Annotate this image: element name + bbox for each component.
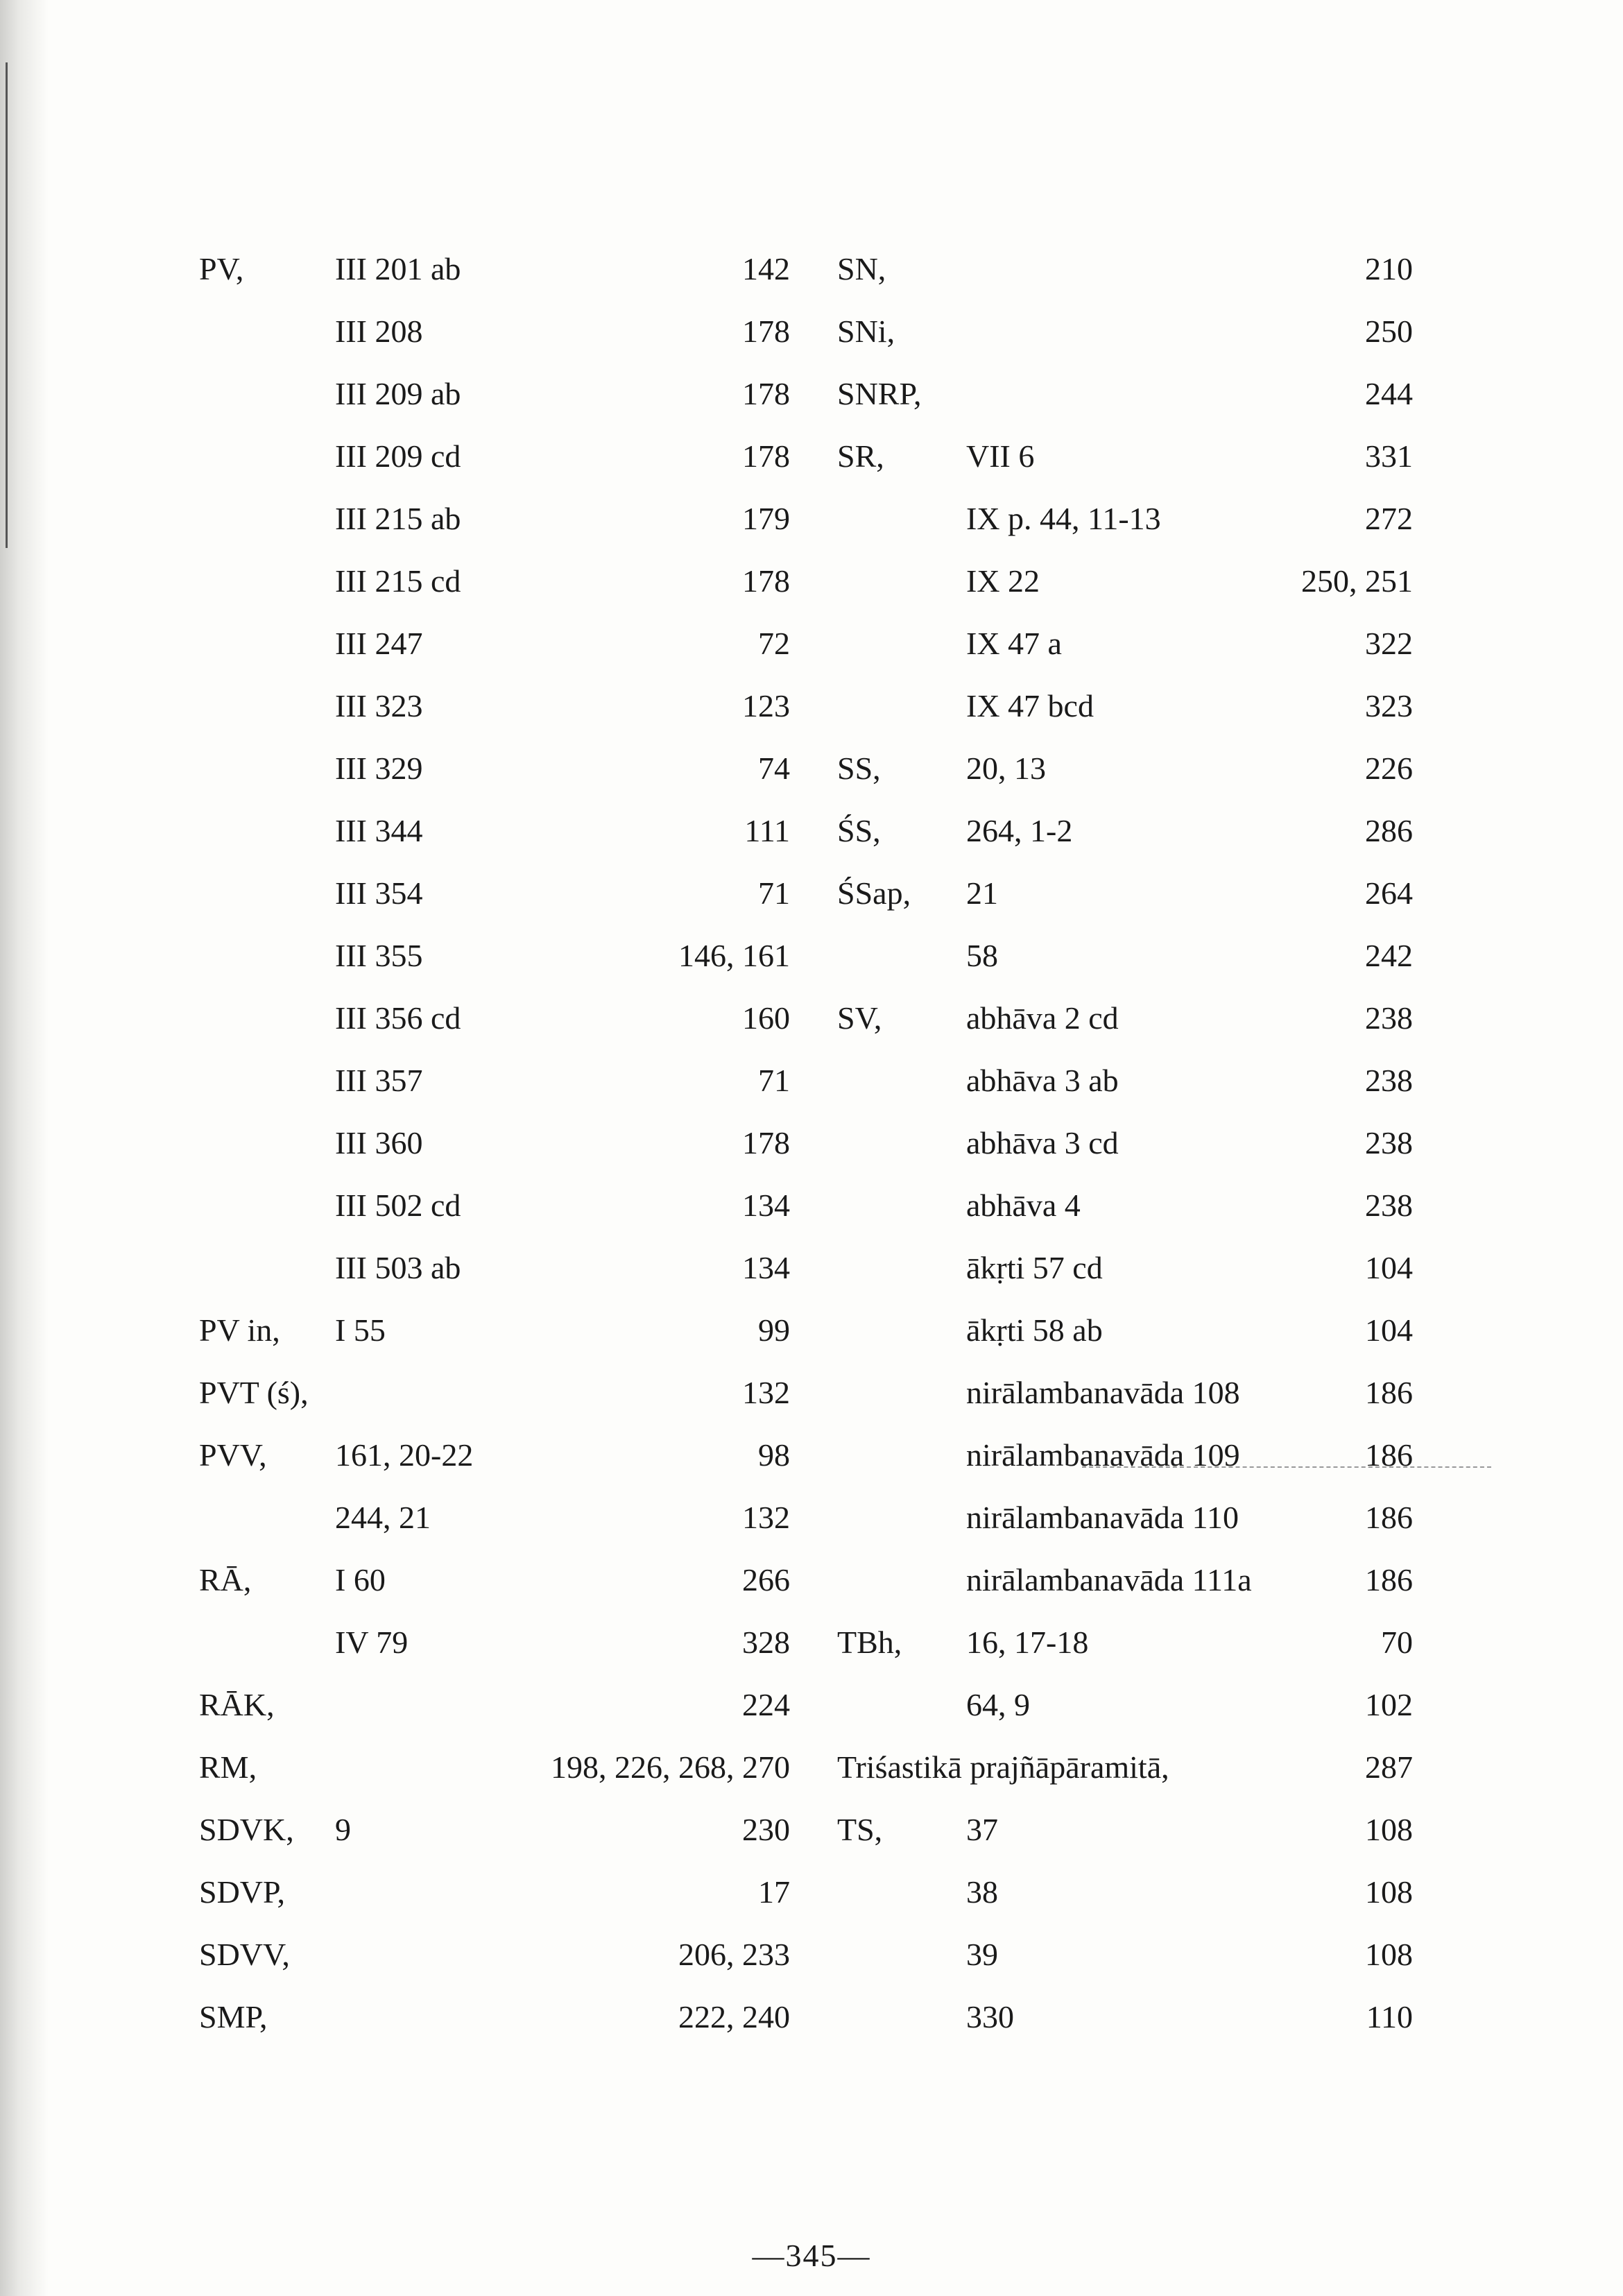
- index-entry: [199, 1247, 790, 1310]
- entry-pages: 111: [744, 813, 790, 848]
- entry-pages: 206, 233: [678, 1937, 790, 1972]
- entry-pages: 178: [742, 1125, 790, 1160]
- index-entry: [837, 1060, 1413, 1122]
- entry-abbreviation: PVT (ś),: [199, 1375, 309, 1410]
- entry-pages: 264: [1365, 875, 1413, 911]
- entry-reference: III 247: [335, 626, 423, 661]
- entry-pages: 328: [742, 1625, 790, 1660]
- entry-reference: III 355: [335, 938, 423, 973]
- entry-reference: IX 47 bcd: [966, 688, 1094, 723]
- index-entry: [837, 685, 1413, 748]
- index-entry: [837, 248, 1413, 311]
- index-entry: [199, 1871, 790, 1934]
- index-entry: [837, 1809, 1413, 1871]
- entry-pages: 210: [1365, 251, 1413, 286]
- index-entry: [837, 498, 1413, 560]
- entry-abbreviation: SDVV,: [199, 1937, 290, 1972]
- index-entry: [837, 1996, 1413, 2059]
- entry-abbreviation: PVV,: [199, 1437, 267, 1473]
- entry-pages: 104: [1365, 1312, 1413, 1348]
- index-entry: [199, 935, 790, 997]
- entry-reference: III 208: [335, 314, 423, 349]
- entry-pages: 108: [1365, 1937, 1413, 1972]
- entry-reference: III 356 cd: [335, 1000, 461, 1036]
- index-entry: [199, 1310, 790, 1372]
- entry-pages: 70: [1381, 1625, 1413, 1660]
- index-entry: [837, 935, 1413, 997]
- index-entry: [837, 373, 1413, 436]
- entry-pages: 287: [1365, 1749, 1413, 1785]
- entry-abbreviation: SDVP,: [199, 1874, 286, 1910]
- entry-pages: 17: [758, 1874, 790, 1910]
- entry-abbreviation: SNRP,: [837, 376, 922, 411]
- entry-abbreviation: ŚSap,: [837, 875, 911, 911]
- entry-abbreviation: RĀK,: [199, 1687, 275, 1722]
- entry-pages: 178: [742, 563, 790, 599]
- entry-reference: III 209 cd: [335, 438, 461, 474]
- index-entry: [199, 810, 790, 873]
- entry-pages: 160: [742, 1000, 790, 1036]
- entry-reference: nirālambanavāda 109: [966, 1437, 1240, 1473]
- entry-pages: 331: [1365, 438, 1413, 474]
- entry-reference: 161, 20-22: [335, 1437, 474, 1473]
- entry-pages: 222, 240: [678, 1999, 790, 2034]
- entry-abbreviation: SMP,: [199, 1999, 268, 2034]
- index-entry: [199, 1934, 790, 1996]
- entry-pages: 134: [742, 1250, 790, 1285]
- entry-pages: 108: [1365, 1812, 1413, 1847]
- entry-pages: 108: [1365, 1874, 1413, 1910]
- entry-pages: 132: [742, 1500, 790, 1535]
- entry-reference: III 360: [335, 1125, 423, 1160]
- index-entry: [837, 1372, 1413, 1434]
- index-entry: [837, 873, 1413, 935]
- index-entry: [199, 311, 790, 373]
- index-entry: [199, 997, 790, 1060]
- entry-reference: nirālambanavāda 111a: [966, 1562, 1252, 1597]
- entry-pages: 250, 251: [1301, 563, 1413, 599]
- entry-reference: abhāva 4: [966, 1188, 1081, 1223]
- index-entry: [837, 997, 1413, 1060]
- entry-pages: 238: [1365, 1188, 1413, 1223]
- index-entry: [199, 873, 790, 935]
- entry-reference: III 209 ab: [335, 376, 461, 411]
- index-entry: [199, 685, 790, 748]
- entry-abbreviation: SDVK,: [199, 1812, 294, 1847]
- entry-abbreviation: PV in,: [199, 1312, 280, 1348]
- index-entry: [837, 1497, 1413, 1559]
- entry-reference: VII 6: [966, 438, 1035, 474]
- entry-reference: nirālambanavāda 108: [966, 1375, 1240, 1410]
- entry-abbreviation: SR,: [837, 438, 884, 474]
- entry-pages: 186: [1365, 1375, 1413, 1410]
- index-entry: [199, 498, 790, 560]
- entry-pages: 230: [742, 1812, 790, 1847]
- entry-pages: 238: [1365, 1125, 1413, 1160]
- index-entry: [199, 1122, 790, 1185]
- index-entry: [837, 1434, 1413, 1497]
- entry-pages: 74: [758, 751, 790, 786]
- left-index-column: [199, 248, 790, 2059]
- entry-abbreviation: Triśastikā prajñāpāramitā,: [837, 1749, 1169, 1785]
- index-entry: [837, 1185, 1413, 1247]
- entry-reference: 38: [966, 1874, 998, 1910]
- entry-reference: 21: [966, 875, 998, 911]
- entry-reference: 330: [966, 1999, 1014, 2034]
- entry-pages: 238: [1365, 1000, 1413, 1036]
- index-entry: [837, 1247, 1413, 1310]
- entry-reference: I 55: [335, 1312, 386, 1348]
- entry-pages: 99: [758, 1312, 790, 1348]
- entry-pages: 132: [742, 1375, 790, 1410]
- entry-pages: 244: [1365, 376, 1413, 411]
- index-entry: [837, 1934, 1413, 1996]
- index-entry: [199, 1684, 790, 1747]
- index-entry: [199, 1559, 790, 1622]
- entry-abbreviation: PV,: [199, 251, 244, 286]
- entry-pages: 266: [742, 1562, 790, 1597]
- index-entry: [199, 1372, 790, 1434]
- entry-pages: 178: [742, 438, 790, 474]
- entry-pages: 179: [742, 501, 790, 536]
- entry-reference: nirālambanavāda 110: [966, 1500, 1239, 1535]
- index-entry: [199, 1434, 790, 1497]
- entry-pages: 98: [758, 1437, 790, 1473]
- index-entry: [837, 1122, 1413, 1185]
- entry-abbreviation: SS,: [837, 751, 881, 786]
- index-entry: [837, 748, 1413, 810]
- entry-pages: 72: [758, 626, 790, 661]
- entry-reference: ākṛti 58 ab: [966, 1312, 1103, 1348]
- entry-pages: 198, 226, 268, 270: [551, 1749, 790, 1785]
- index-entry: [199, 1060, 790, 1122]
- entry-pages: 178: [742, 376, 790, 411]
- entry-reference: 244, 21: [335, 1500, 431, 1535]
- entry-reference: ākṛti 57 cd: [966, 1250, 1103, 1285]
- entry-reference: abhāva 2 cd: [966, 1000, 1119, 1036]
- entry-pages: 134: [742, 1188, 790, 1223]
- index-entry: [199, 1996, 790, 2059]
- index-entry: [199, 1497, 790, 1559]
- entry-reference: 264, 1-2: [966, 813, 1073, 848]
- entry-pages: 71: [758, 1063, 790, 1098]
- index-entry: [837, 311, 1413, 373]
- entry-reference: III 215 cd: [335, 563, 461, 599]
- entry-pages: 146, 161: [678, 938, 790, 973]
- entry-reference: III 329: [335, 751, 423, 786]
- dashed-underline: [1082, 1466, 1491, 1468]
- entry-abbreviation: SN,: [837, 251, 886, 286]
- entry-pages: 238: [1365, 1063, 1413, 1098]
- index-entry: [837, 1684, 1413, 1747]
- index-entry: [837, 436, 1413, 498]
- entry-reference: IX p. 44, 11-13: [966, 501, 1161, 536]
- index-entry: [199, 623, 790, 685]
- entry-pages: 123: [742, 688, 790, 723]
- entry-abbreviation: RM,: [199, 1749, 257, 1785]
- entry-reference: IX 22: [966, 563, 1040, 599]
- index-entry: [199, 373, 790, 436]
- entry-abbreviation: RĀ,: [199, 1562, 252, 1597]
- entry-reference: III 354: [335, 875, 423, 911]
- entry-reference: III 344: [335, 813, 423, 848]
- entry-pages: 178: [742, 314, 790, 349]
- entry-pages: 226: [1365, 751, 1413, 786]
- entry-reference: III 503 ab: [335, 1250, 461, 1285]
- index-entry: [837, 1747, 1413, 1809]
- index-entry: [199, 1747, 790, 1809]
- entry-pages: 110: [1366, 1999, 1413, 2034]
- index-entry: [837, 1310, 1413, 1372]
- index-entry: [837, 1622, 1413, 1684]
- index-entry: [837, 623, 1413, 685]
- entry-abbreviation: ŚS,: [837, 813, 881, 848]
- entry-pages: 322: [1365, 626, 1413, 661]
- entry-reference: 64, 9: [966, 1687, 1030, 1722]
- entry-pages: 71: [758, 875, 790, 911]
- entry-pages: 272: [1365, 501, 1413, 536]
- entry-reference: 37: [966, 1812, 998, 1847]
- entry-reference: 20, 13: [966, 751, 1046, 786]
- page-number: —345—: [752, 2238, 871, 2273]
- entry-pages: 186: [1365, 1437, 1413, 1473]
- entry-reference: IX 47 a: [966, 626, 1062, 661]
- entry-reference: III 357: [335, 1063, 423, 1098]
- entry-abbreviation: SNi,: [837, 314, 895, 349]
- entry-pages: 102: [1365, 1687, 1413, 1722]
- entry-reference: III 215 ab: [335, 501, 461, 536]
- entry-reference: IV 79: [335, 1625, 409, 1660]
- right-index-column: [837, 248, 1413, 2059]
- entry-reference: abhāva 3 ab: [966, 1063, 1119, 1098]
- entry-reference: III 201 ab: [335, 251, 461, 286]
- entry-pages: 323: [1365, 688, 1413, 723]
- entry-reference: 58: [966, 938, 998, 973]
- entry-reference: III 502 cd: [335, 1188, 461, 1223]
- index-entry: [837, 1559, 1413, 1622]
- index-entry: [199, 1622, 790, 1684]
- entry-reference: 9: [335, 1812, 351, 1847]
- entry-reference: 16, 17-18: [966, 1625, 1089, 1660]
- entry-pages: 104: [1365, 1250, 1413, 1285]
- entry-reference: III 323: [335, 688, 423, 723]
- entry-abbreviation: TBh,: [837, 1625, 902, 1660]
- index-entry: [199, 560, 790, 623]
- entry-reference: abhāva 3 cd: [966, 1125, 1119, 1160]
- entry-pages: 242: [1365, 938, 1413, 973]
- entry-reference: 39: [966, 1937, 998, 1972]
- index-entry: [837, 1871, 1413, 1934]
- index-entry: [837, 560, 1413, 623]
- entry-reference: I 60: [335, 1562, 386, 1597]
- entry-pages: 186: [1365, 1500, 1413, 1535]
- index-entry: [199, 436, 790, 498]
- entry-abbreviation: TS,: [837, 1812, 883, 1847]
- index-entry: [837, 810, 1413, 873]
- entry-pages: 142: [742, 251, 790, 286]
- entry-abbreviation: SV,: [837, 1000, 882, 1036]
- entry-pages: 286: [1365, 813, 1413, 848]
- entry-pages: 186: [1365, 1562, 1413, 1597]
- index-entry: [199, 748, 790, 810]
- index-entry: [199, 1185, 790, 1247]
- entry-pages: 250: [1365, 314, 1413, 349]
- index-entry: [199, 248, 790, 311]
- entry-pages: 224: [742, 1687, 790, 1722]
- index-entry: [199, 1809, 790, 1871]
